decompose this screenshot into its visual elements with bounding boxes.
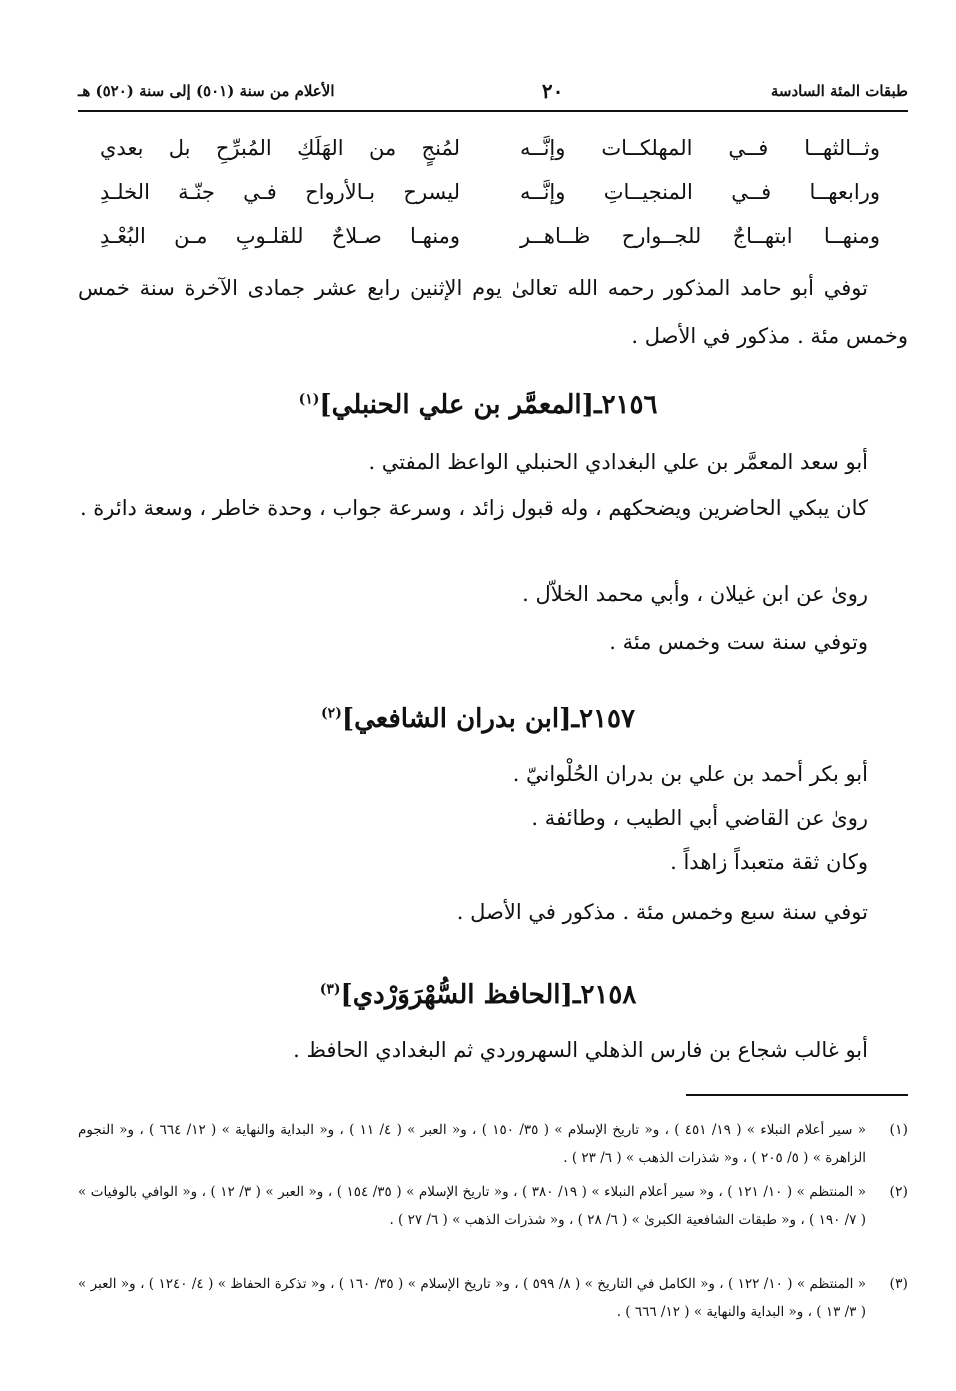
- entry-title: [المعمَّر بن علي الحنبلي]: [319, 390, 594, 420]
- page-number: ٢٠: [541, 79, 564, 103]
- footnote: [78, 1270, 908, 1326]
- entry-heading: [0, 704, 956, 734]
- footnote-ref: (٣): [319, 981, 341, 998]
- verse-first-hemistich: وثــالثهــا فــي المهلكــات وإنَّــه: [520, 136, 880, 160]
- intro-paragraph: توفي أبو حامد المذكور رحمه الله تعالىٰ يوم الإثنين رابع عشر جمادى الآخرة سنة خمس وخمس مئة . مذكور في الأصل .: [78, 276, 908, 348]
- footnote-ref: (٢): [321, 705, 342, 722]
- entry-number: ٢١٥٦ـ: [593, 390, 658, 420]
- entry-line: أبو سعد المعمَّر بن علي البغدادي الحنبلي الواعظ المفتي .: [368, 450, 868, 474]
- poem-verse: [100, 126, 880, 170]
- footnote-separator: [686, 1094, 908, 1096]
- entry-number: ٢١٥٨ـ: [572, 980, 637, 1010]
- entry-line: رویٰ عن ابن غيلان ، وأبي محمد الخلاّل .: [522, 582, 868, 606]
- entry-paragraph: كان يبكي الحاضرين ويضحكهم ، وله قبول زائد ، وسرعة جواب ، وحدة خاطر ، وسعة دائرة .: [79, 496, 868, 520]
- entry-line: وتوفي سنة ست وخمس مئة .: [609, 630, 868, 654]
- verse-second-hemistich: ومنهـا صـلاحٌ للقلـوبِ مـن البُعْـدِ: [100, 224, 460, 248]
- verse-second-hemistich: ليسرح بـالأرواح فـي جنّـة الخلـدِ: [100, 180, 460, 204]
- verse-second-hemistich: لمُنجٍ من الهَلَكِ المُبرِّحِ بل بعدي: [100, 136, 460, 160]
- entry-line: وكان ثقة متعبداً زاهداً .: [670, 850, 868, 874]
- entry-heading: [0, 980, 956, 1010]
- poem-verse: [100, 214, 880, 258]
- footnote-number: (١): [889, 1122, 908, 1138]
- poem-verses: [100, 126, 880, 258]
- verse-first-hemistich: ومنهــا ابتهــاجٌ للجــوارح ظــاهــر: [520, 224, 880, 248]
- entry-number: ٢١٥٧ـ: [571, 704, 635, 734]
- entry-line: رویٰ عن القاضي أبي الطيب ، وطائفة .: [531, 806, 868, 830]
- entry-line: أبو بكر أحمد بن علي بن بدران الحُلْوانيّ .: [512, 762, 868, 786]
- footnote: [78, 1116, 908, 1172]
- entry-heading: [0, 390, 956, 420]
- footnote: [78, 1178, 908, 1234]
- footnote-text: « سير أعلام النبلاء » ( ١٩/ ٤٥١ ) ، و« تاريخ الإسلام » ( ٣٥/ ١٥٠ ) ، و« العبر » ( ٤/ ١١ ) ، و« البداية والنهاية » ( ١٢/ ٦٦٤ ) ، و« النجوم الزاهرة » ( ٥/ ٢٠٥ ) ، و« شذرات الذهب » ( ٦/ ٢٣ ) .: [78, 1122, 867, 1166]
- entry-title: [الحافظ السُّهْرَوَرْدي]: [340, 980, 573, 1010]
- footnote-number: (٢): [889, 1184, 908, 1200]
- entry-title: [ابن بدران الشافعي]: [341, 704, 572, 734]
- running-header: [78, 76, 908, 106]
- poem-verse: [100, 170, 880, 214]
- entry-line: توفي سنة سبع وخمس مئة . مذكور في الأصل .: [456, 900, 868, 924]
- header-rule: [78, 110, 908, 112]
- footnote-ref: (١): [298, 391, 320, 408]
- verse-first-hemistich: ورابعهــا فــي المنجيــاتِ وإنَّــه: [520, 180, 880, 204]
- footnote-text: « المنتظم » ( ١٠/ ١٢٢ ) ، و« الكامل في التاريخ » ( ٨/ ٥٩٩ ) ، و« تاريخ الإسلام » ( ٣٥/ ١٦٠ ) ، و« تذكرة الحفاظ » ( ٤/ ١٢٤٠ ) ، و« العبر » ( ٣/ ١٣ ) ، و« البداية والنهاية » ( ١٢/ ٦٦٦ ) .: [78, 1276, 867, 1320]
- footnote-number: (٣): [889, 1276, 908, 1292]
- header-range-title: الأعلام من سنة (٥٠١) إلى سنة (٥٢٠) هـ: [78, 82, 335, 100]
- entry-line: أبو غالب شجاع بن فارس الذهلي السهروردي ثم البغدادي الحافظ .: [293, 1038, 868, 1062]
- header-section-title: طبقات المئة السادسة: [770, 82, 908, 100]
- footnote-text: « المنتظم » ( ١٠/ ١٢١ ) ، و« سير أعلام النبلاء » ( ١٩/ ٣٨٠ ) ، و« تاريخ الإسلام » ( ٣٥/ ١٥٤ ) ، و« العبر » ( ٣/ ١٢ ) ، و« الوافي بالوفيات » ( ٧/ ١٩٠ ) ، و« طبقات الشافعية الكبرىٰ » ( ٦/ ٢٨ ) ، و« شذرات الذهب » ( ٦/ ٢٧ ) .: [78, 1184, 867, 1228]
